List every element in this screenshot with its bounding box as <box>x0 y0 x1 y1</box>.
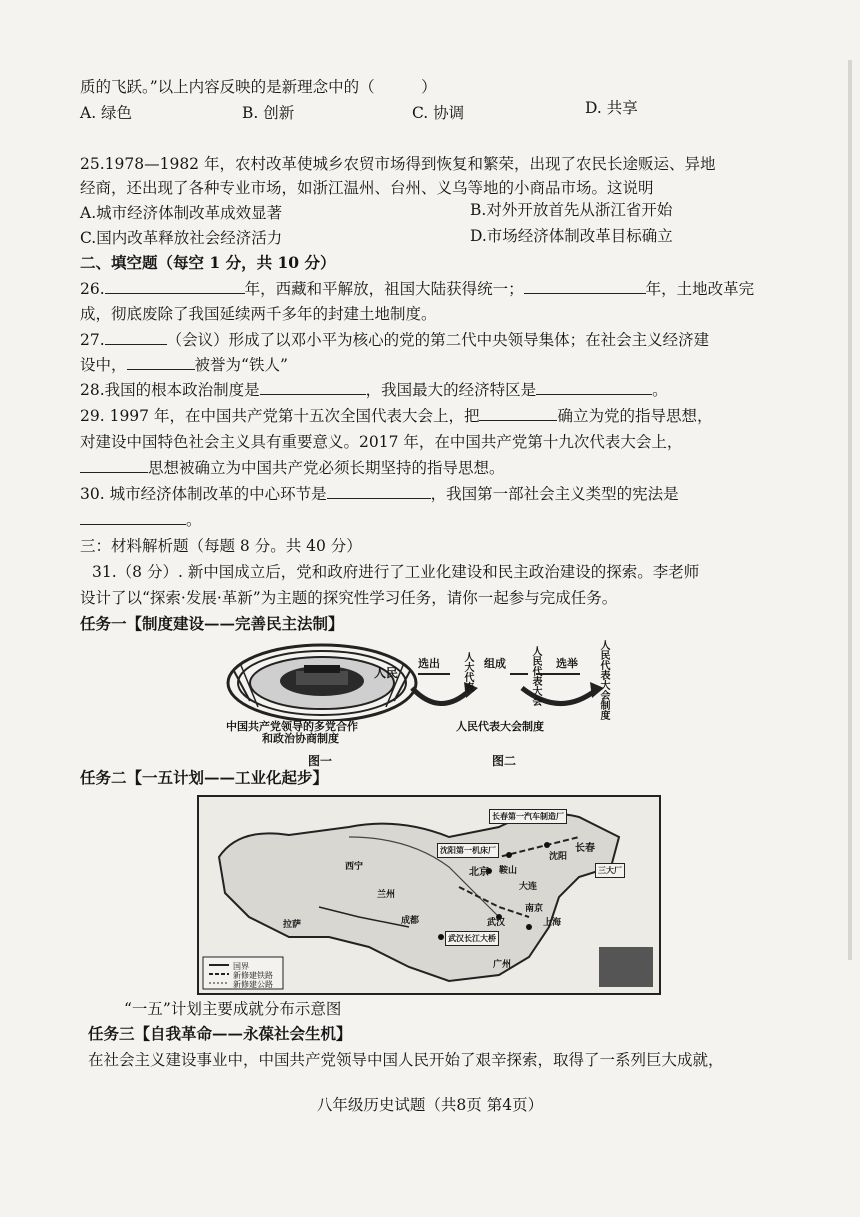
q30-line-1 <box>80 484 780 504</box>
map-label-anshan: 鞍山 <box>499 866 518 876</box>
task-1-title: 任务一【制度建设——完善民主法制】 <box>80 614 344 633</box>
q29-text-3: 思想被确立为中国共产党必须长期坚持的指导思想。 <box>148 459 505 477</box>
q31-line-2: 设计了以“探索·发展·革新”为主题的探究性学习任务，请你一起参与完成任务。 <box>80 589 618 607</box>
map-title: “一五”计划主要成就分布示意图 <box>124 1000 342 1018</box>
fig2-box-2: 人民代表大会 <box>530 646 541 706</box>
map-label-beijing: 北京 <box>469 867 489 878</box>
q25-stem-1: 25.1978—1982 年，农村改革使城乡农贸市场得到恢复和繁荣，出现了农民长途贩运、异地 <box>80 155 716 173</box>
q30-text-2: ，我国第一部社会主义类型的宪法是 <box>430 485 679 503</box>
first-five-year-plan-map <box>197 795 661 995</box>
q27-blank-1[interactable] <box>105 330 167 345</box>
q26-blank-1[interactable] <box>105 279 245 294</box>
q24-option-b: B. 创新 <box>242 104 295 122</box>
q24-tail: 质的飞跃。”以上内容反映的是新理念中的（ ） <box>80 78 437 96</box>
q28-blank-2[interactable] <box>536 380 652 395</box>
task-3-title: 任务三【自我革命——永葆社会生机】 <box>88 1024 352 1043</box>
section-3-title: 三：材料解析题（每题 8 分。共 40 分） <box>80 537 362 555</box>
fig2-arrow-2: 组成 <box>484 657 506 670</box>
q30-text-1: 30. 城市经济体制改革的中心环节是 <box>80 485 327 503</box>
q29-line-3 <box>80 458 780 478</box>
map-label-wuhan-bridge: 武汉长江大桥 <box>445 931 499 946</box>
map-label-shenyang: 沈阳 <box>549 852 568 862</box>
section-2-title: 二、填空题（每空 1 分，共 10 分） <box>80 253 336 272</box>
fig2-label: 图二 <box>492 754 517 768</box>
fig2-arrow-3: 选举 <box>556 657 578 670</box>
map-legend-railway: 新修建铁路 <box>233 971 273 980</box>
q27-blank-2[interactable] <box>127 355 195 370</box>
fig2-caption: 人民代表大会制度 <box>456 720 544 733</box>
map-label-guangzhou: 广州 <box>493 960 512 970</box>
q27-text-1: （会议）形成了以邓小平为核心的党的第二代中央领导集体；在社会主义经济建 <box>166 331 710 349</box>
q29-blank-2[interactable] <box>80 458 148 473</box>
fig2-box-3: 人民代表大会制度 <box>598 640 609 720</box>
q28-end: 。 <box>652 381 668 399</box>
q29-line-2: 对建设中国特色社会主义具有重要意义。2017 年，在中国共产党第十九次代表大会上， <box>80 433 683 451</box>
q30-line-2 <box>80 510 780 530</box>
map-legend-border: 国界 <box>233 962 249 971</box>
map-label-lhasa: 拉萨 <box>283 920 302 930</box>
page-footer: 八年级历史试题（共8页 第4页） <box>316 1096 544 1114</box>
q26-blank-2[interactable] <box>524 279 646 294</box>
q27-text-2b: 被誉为“铁人” <box>194 356 288 374</box>
q28-text-2: ，我国最大的经济特区是 <box>365 381 537 399</box>
map-label-dalian: 大连 <box>519 882 538 892</box>
q28-blank-1[interactable] <box>260 380 366 395</box>
q27-line-2 <box>80 355 780 375</box>
map-label-changchun-plant: 长春第一汽车制造厂 <box>489 809 567 824</box>
fig1-label: 图一 <box>308 754 333 768</box>
q29-line-1 <box>80 406 780 426</box>
q29-text-2: 确立为党的指导思想， <box>557 407 713 425</box>
q28-line <box>80 380 780 400</box>
map-label-chengdu: 成都 <box>401 916 420 926</box>
fig1-caption-line-1: 中国共产党领导的多党合作 <box>226 720 358 733</box>
fig2-box-1: 人大代表 <box>462 652 473 692</box>
map-label-shanghai: 上海 <box>543 918 562 928</box>
q29-text-1: 29. 1997 年，在中国共产党第十五次全国代表大会上，把 <box>80 407 480 425</box>
q31-line-1: 31.（8 分）. 新中国成立后，党和政府进行了工业化建设和民主政治建设的探索。李老师 <box>92 563 700 581</box>
map-label-xining: 西宁 <box>345 862 364 872</box>
q30-end: 。 <box>186 511 202 529</box>
q26-line-1 <box>80 279 780 299</box>
task-3-line: 在社会主义建设事业中，中国共产党领导中国人民开始了艰辛探索，取得了一系列巨大成就， <box>88 1051 724 1069</box>
fig1-caption-line-2: 和政治协商制度 <box>262 732 339 745</box>
q25-stem-2: 经商，还出现了各种专业市场，如浙江温州、台州、义乌等地的小商品市场。这说明 <box>80 179 654 197</box>
page-edge-shadow <box>848 60 852 960</box>
q25-option-d: D.市场经济体制改革目标确立 <box>470 227 673 245</box>
q24-option-a: A. 绿色 <box>80 104 133 122</box>
q24-option-d: D. 共享 <box>585 99 638 117</box>
map-label-lanzhou: 兰州 <box>377 890 396 900</box>
q29-blank-1[interactable] <box>479 406 557 421</box>
china-map-icon <box>199 797 659 993</box>
q26-number: 26. <box>80 280 105 298</box>
map-label-wuhan: 武汉 <box>487 918 506 928</box>
q26-text-1: 年，西藏和平解放，祖国大陆获得统一； <box>244 280 524 298</box>
q28-text-1: 28.我国的根本政治制度是 <box>80 381 260 399</box>
q25-option-a: A.城市经济体制改革成效显著 <box>80 204 283 222</box>
map-label-shenyang-plant: 沈阳第一机床厂 <box>437 843 499 858</box>
q26-line-2: 成，彻底废除了我国延续两千多年的封建土地制度。 <box>80 305 437 323</box>
q30-blank-2[interactable] <box>80 510 186 525</box>
map-legend-highway: 新修建公路 <box>233 980 273 989</box>
q26-text-2: 年，土地改革完 <box>645 280 755 298</box>
q25-option-b: B.对外开放首先从浙江省开始 <box>470 201 673 219</box>
q24-option-c: C. 协调 <box>412 104 465 122</box>
q27-number: 27. <box>80 331 105 349</box>
q27-line-1 <box>80 330 780 350</box>
q30-blank-1[interactable] <box>327 484 431 499</box>
map-label-changchun: 长春 <box>575 843 595 854</box>
map-label-three-factories: 三大厂 <box>595 863 625 878</box>
task-2-title: 任务二【一五计划——工业化起步】 <box>80 768 329 787</box>
q27-text-2a: 设中， <box>80 356 127 374</box>
q25-option-c: C.国内改革释放社会经济活力 <box>80 229 283 247</box>
map-label-nanjing: 南京 <box>525 904 544 914</box>
fig2-arrow-1: 选出 <box>418 657 440 670</box>
fig2-left-word: 人民 <box>374 666 399 680</box>
